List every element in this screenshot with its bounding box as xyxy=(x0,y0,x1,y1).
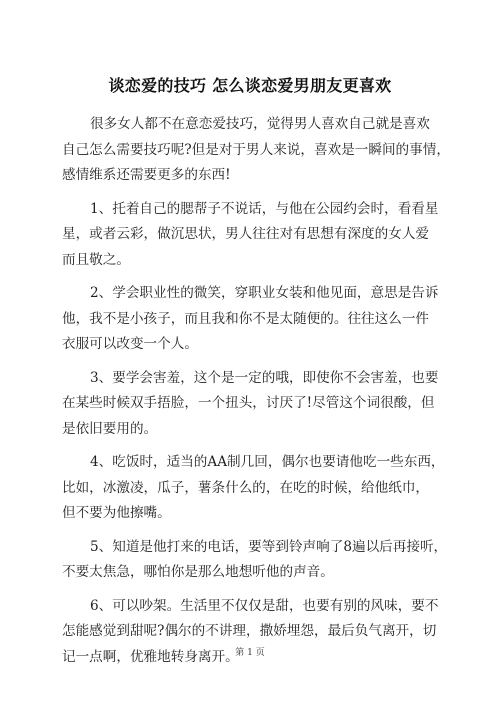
text-line: 是依旧要用的。 xyxy=(62,420,158,437)
text-line: 1、托着自己的腮帮子不说话，与他在公园约会时，看看星 xyxy=(90,200,439,217)
text-line: 6、可以吵架。生活里不仅仅是甜，也要有别的风味，要不 xyxy=(90,597,439,614)
page-number: 第 1 页 xyxy=(235,648,265,658)
text-line: 在某些时候双手捂脸，一个扭头，讨厌了!尽管这个词很酸，但 xyxy=(62,395,435,411)
text-line: 而且敬之。 xyxy=(62,251,130,268)
text-line: 2、学会职业性的微笑，穿职业女装和他见面，意思是告诉 xyxy=(90,285,439,301)
text-line: 4、吃饭时，适当的AA制几回，偶尔也要请他吃一些东西， xyxy=(90,454,445,470)
paragraph-tip-1 xyxy=(62,197,442,274)
text-line: 感情维系还需要更多的东西! xyxy=(62,167,231,183)
paragraph-intro xyxy=(62,112,450,189)
text-line: 很多女人都不在意恋爱技巧，觉得男人喜欢自己就是喜欢 xyxy=(90,116,430,132)
paragraph-tip-2 xyxy=(62,281,442,358)
text-line: 衣服可以改变一个人。 xyxy=(62,336,198,352)
text-line: 3、要学会害羞，这个是一定的哦，即使你不会害羞，也要 xyxy=(90,369,439,386)
paragraph-tip-4 xyxy=(62,450,445,527)
text-line: 星，或者云彩，做沉思状，男人往往对有思想有深度的女人爱 xyxy=(62,226,430,242)
text-line: 比如，冰激凌，瓜子，薯条什么的，在吃的时候，给他纸巾， xyxy=(62,479,430,496)
text-line: 自己怎么需要技巧呢?但是对于男人来说，喜欢是一瞬间的事情， xyxy=(62,141,450,158)
text-line: 5、知道是他打来的电话，要等到铃声响了8遍以后再接听， xyxy=(90,538,448,555)
text-line: 他，我不是小孩子，而且我和你不是太随便的。往往这么一件 xyxy=(62,310,430,327)
text-line: 怎能感觉到甜呢?偶尔的不讲理，撒娇埋怨，最后负气离开，切 xyxy=(62,623,437,639)
text-line: 记一点啊，优雅地转身离开。 xyxy=(62,648,239,665)
text-line: 但不要为他擦嘴。 xyxy=(62,505,171,521)
paragraph-tip-3 xyxy=(62,366,442,443)
document-body xyxy=(62,112,450,678)
document-title: 谈恋爱的技巧 怎么谈恋爱男朋友更喜欢 xyxy=(108,76,392,95)
paragraph-tip-5 xyxy=(62,535,448,586)
text-line: 不要太焦急，哪怕你是那么地想听他的声音。 xyxy=(62,564,334,580)
